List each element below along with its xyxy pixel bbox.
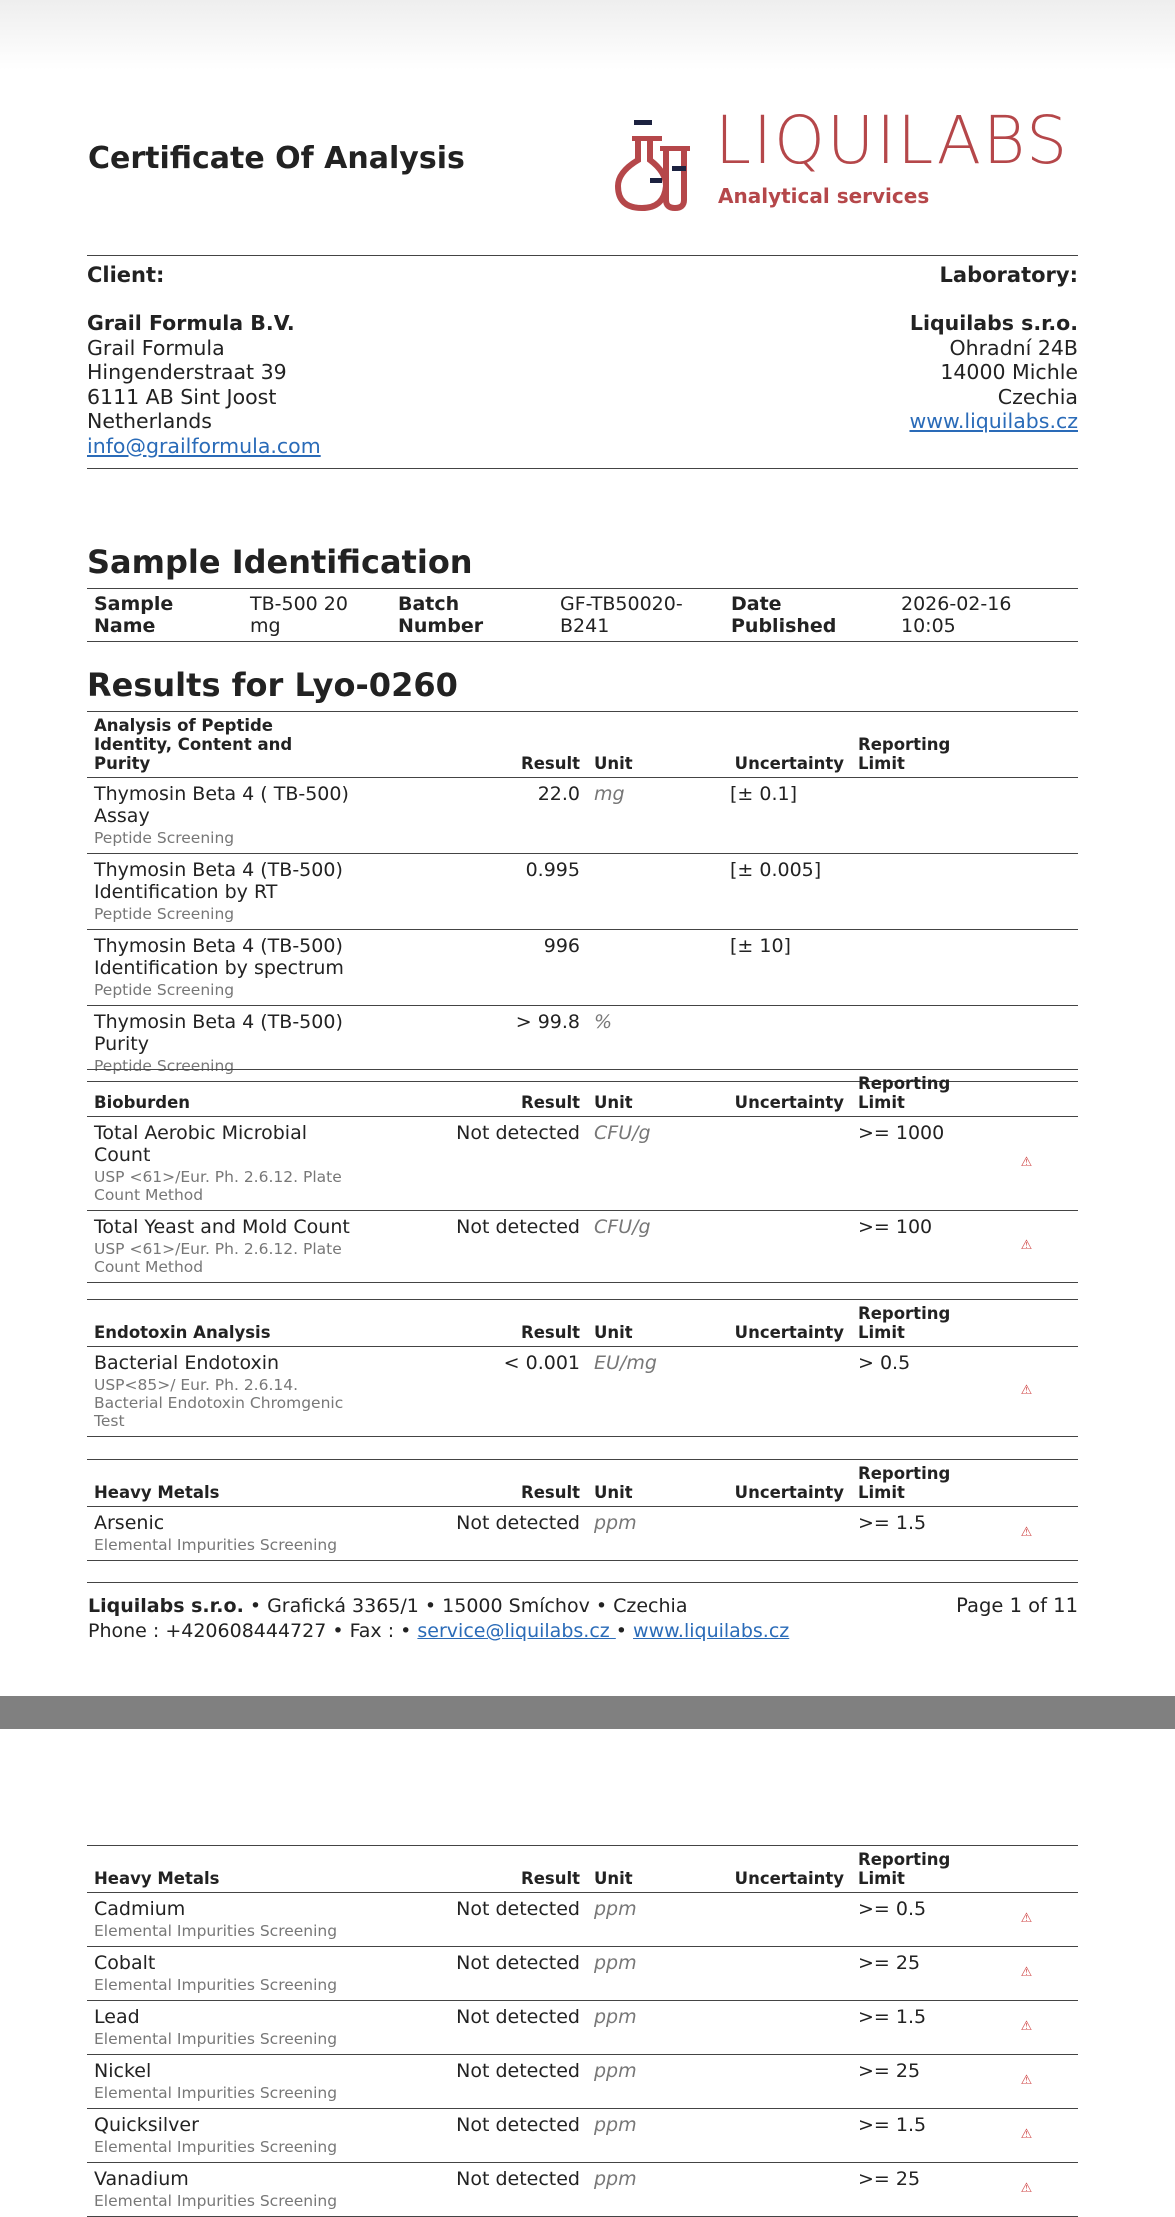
warning-header <box>975 1300 1078 1347</box>
analyte-name: Thymosin Beta 4 (TB-500) Purity <box>94 1011 343 1055</box>
results-table-heavy-metals <box>87 1459 1078 1561</box>
unit-value: % <box>587 1006 723 1082</box>
results-table-bioburden <box>87 1069 1078 1283</box>
unit-value: ppm <box>587 1893 723 1947</box>
client-line: 6111 AB Sint Joost <box>87 384 277 409</box>
unit-header: Unit <box>587 1070 723 1117</box>
result-value: Not detected <box>357 1211 587 1283</box>
table-row <box>87 1507 1078 1561</box>
uncertainty-value <box>723 1117 851 1211</box>
result-value: Not detected <box>357 2055 587 2109</box>
reporting-limit-header: Reporting Limit <box>851 1460 975 1507</box>
result-value: Not detected <box>357 1947 587 2001</box>
unit-value <box>587 930 723 1006</box>
footer-phone: Phone : +420608444727 • Fax : • <box>88 1620 418 1642</box>
analyte-cell <box>87 1893 357 1947</box>
uncertainty-header: Uncertainty <box>723 1300 851 1347</box>
unit-value: ppm <box>587 2109 723 2163</box>
unit-value: mg <box>587 778 723 854</box>
result-header: Result <box>357 1846 587 1893</box>
warning-icon: ⚠ <box>975 2109 1078 2163</box>
reporting-limit-value <box>851 778 975 854</box>
uncertainty-header: Uncertainty <box>723 1846 851 1893</box>
uncertainty-value: [± 0.005] <box>723 854 851 930</box>
sample-identification-table <box>87 588 1078 642</box>
results-table-peptide <box>87 711 1078 1082</box>
warning-icon: ⚠ <box>975 1347 1078 1437</box>
reporting-limit-value: >= 0.5 <box>851 1893 975 1947</box>
uncertainty-header: Uncertainty <box>723 712 851 778</box>
reporting-limit-header: Reporting Limit <box>851 1070 975 1117</box>
warning-icon: ⚠ <box>975 1947 1078 2001</box>
table-row <box>87 2109 1078 2163</box>
reporting-limit-value: >= 1.5 <box>851 2001 975 2055</box>
warning-icon <box>975 854 1078 930</box>
uncertainty-header: Uncertainty <box>723 1070 851 1117</box>
result-header: Result <box>357 1070 587 1117</box>
analyte-name: Lead <box>94 2006 140 2028</box>
unit-value: ppm <box>587 2055 723 2109</box>
logo-tagline: Analytical services <box>718 184 930 208</box>
analyte-cell <box>87 1947 357 2001</box>
client-label: Client: <box>87 263 165 287</box>
result-value: < 0.001 <box>357 1347 587 1437</box>
analyte-method: Peptide Screening <box>94 829 235 847</box>
table-row <box>87 1211 1078 1283</box>
analyte-method: Elemental Impurities Screening <box>94 2192 338 2210</box>
section-title: Endotoxin Analysis <box>87 1300 357 1347</box>
results-heading: Results for Lyo-0260 <box>87 666 458 704</box>
table-header-row <box>87 1070 1078 1117</box>
analyte-cell <box>87 930 357 1006</box>
results-table-endotoxin <box>87 1299 1078 1437</box>
table-header-row <box>87 1846 1078 1893</box>
warning-icon: ⚠ <box>975 1507 1078 1561</box>
table-header-row <box>87 712 1078 778</box>
result-value: 22.0 <box>357 778 587 854</box>
divider <box>87 468 1078 469</box>
table-row <box>87 1117 1078 1211</box>
reporting-limit-header: Reporting Limit <box>851 1846 975 1893</box>
analyte-name: Cadmium <box>94 1898 186 1920</box>
reporting-limit-value: > 0.5 <box>851 1347 975 1437</box>
client-line: Netherlands <box>87 409 212 433</box>
logo-wordmark: LIQUILABS <box>715 102 1070 179</box>
uncertainty-value: [± 10] <box>723 930 851 1006</box>
analyte-cell <box>87 2055 357 2109</box>
analyte-method: USP <61>/Eur. Ph. 2.6.12. Plate Count Method <box>94 1168 342 1204</box>
unit-header: Unit <box>587 1460 723 1507</box>
analyte-method: Peptide Screening <box>94 905 235 923</box>
warning-header <box>975 712 1078 778</box>
table-row <box>87 1893 1078 1947</box>
laboratory-web-link[interactable]: www.liquilabs.cz <box>909 409 1078 433</box>
warning-icon: ⚠ <box>975 2001 1078 2055</box>
laboratory-label: Laboratory: <box>939 263 1078 287</box>
uncertainty-value <box>723 2055 851 2109</box>
footer-divider <box>87 1582 1078 1583</box>
analyte-method: Peptide Screening <box>94 1057 235 1075</box>
uncertainty-value <box>723 2001 851 2055</box>
warning-icon: ⚠ <box>975 1211 1078 1283</box>
warning-icon <box>975 930 1078 1006</box>
result-value: Not detected <box>357 2109 587 2163</box>
warning-header <box>975 1070 1078 1117</box>
reporting-limit-value: >= 25 <box>851 1947 975 2001</box>
page-number: Page 1 of 11 <box>956 1594 1078 1617</box>
analyte-cell <box>87 2109 357 2163</box>
unit-value: ppm <box>587 1947 723 2001</box>
client-line: Hingenderstraat 39 <box>87 360 287 384</box>
table-row <box>87 2055 1078 2109</box>
reporting-limit-value: >= 1.5 <box>851 2109 975 2163</box>
divider <box>87 255 1078 256</box>
result-value: > 99.8 <box>357 1006 587 1082</box>
analyte-method: USP <61>/Eur. Ph. 2.6.12. Plate Count Method <box>94 1240 342 1276</box>
warning-icon: ⚠ <box>975 1117 1078 1211</box>
analyte-name: Total Aerobic Microbial Count <box>94 1122 308 1166</box>
liquilabs-logo <box>610 102 1080 218</box>
page-footer <box>88 1594 789 1644</box>
footer-separator: • <box>615 1620 634 1642</box>
result-value: 996 <box>357 930 587 1006</box>
uncertainty-value <box>723 1211 851 1283</box>
client-email-link[interactable]: info@grailformula.com <box>87 433 321 458</box>
batch-number-label: Batch Number <box>398 593 484 637</box>
footer-address: • Grafická 3365/1 • 15000 Smíchov • Czechia <box>243 1595 688 1617</box>
footer-web-link[interactable]: www.liquilabs.cz <box>633 1620 790 1642</box>
client-address <box>87 311 321 458</box>
unit-value: ppm <box>587 2001 723 2055</box>
footer-company: Liquilabs s.r.o. <box>88 1595 244 1617</box>
analyte-method: Elemental Impurities Screening <box>94 1922 338 1940</box>
analyte-name: Thymosin Beta 4 ( TB-500) Assay <box>94 783 349 827</box>
analyte-name: Nickel <box>94 2060 152 2082</box>
unit-header: Unit <box>587 712 723 778</box>
analyte-method: Peptide Screening <box>94 981 235 999</box>
analyte-name: Cobalt <box>94 1952 156 1974</box>
analyte-method: Elemental Impurities Screening <box>94 2138 338 2156</box>
result-value: 0.995 <box>357 854 587 930</box>
date-published-label: Date Published <box>731 593 837 637</box>
warning-icon <box>975 778 1078 854</box>
analyte-cell <box>87 1507 357 1561</box>
reporting-limit-header: Reporting Limit <box>851 1300 975 1347</box>
uncertainty-header: Uncertainty <box>723 1460 851 1507</box>
laboratory-line: Czechia <box>997 384 1078 409</box>
uncertainty-value: [± 0.1] <box>723 778 851 854</box>
date-published-value: 2026-02-16 10:05 <box>901 593 1012 637</box>
analyte-method: USP<85>/ Eur. Ph. 2.6.14. Bacterial Endotoxin Chromgenic Test <box>94 1376 344 1430</box>
analyte-name: Quicksilver <box>94 2114 199 2136</box>
uncertainty-value <box>723 1947 851 2001</box>
laboratory-address <box>909 311 1078 434</box>
result-header: Result <box>357 1460 587 1507</box>
table-row <box>87 1947 1078 2001</box>
laboratory-line: 14000 Michle <box>940 360 1078 384</box>
table-header-row <box>87 1460 1078 1507</box>
unit-value <box>587 854 723 930</box>
reporting-limit-value: >= 100 <box>851 1211 975 1283</box>
section-title: Heavy Metals <box>87 1846 357 1893</box>
uncertainty-value <box>723 1893 851 1947</box>
analyte-cell <box>87 1211 357 1283</box>
unit-value: ppm <box>587 1507 723 1561</box>
result-value: Not detected <box>357 2163 587 2217</box>
footer-email-link[interactable]: service@liquilabs.cz <box>417 1620 616 1642</box>
uncertainty-value <box>723 1507 851 1561</box>
section-title: Bioburden <box>87 1070 357 1117</box>
analyte-method: Elemental Impurities Screening <box>94 1536 338 1554</box>
sample-name-value: TB-500 20 mg <box>250 593 348 637</box>
warning-icon: ⚠ <box>975 1893 1078 1947</box>
analyte-name: Total Yeast and Mold Count <box>94 1216 350 1238</box>
table-row <box>87 2001 1078 2055</box>
analyte-method: Elemental Impurities Screening <box>94 2030 338 2048</box>
unit-header: Unit <box>587 1300 723 1347</box>
warning-icon: ⚠ <box>975 2163 1078 2217</box>
analyte-cell <box>87 1117 357 1211</box>
reporting-limit-value: >= 25 <box>851 2055 975 2109</box>
result-header: Result <box>357 1300 587 1347</box>
page-2 <box>0 1729 1175 2210</box>
warning-header <box>975 1846 1078 1893</box>
table-header-row <box>87 1300 1078 1347</box>
page-title: Certificate Of Analysis <box>88 141 465 176</box>
table-row <box>87 930 1078 1006</box>
batch-number-value: GF-TB50020-B241 <box>560 593 683 637</box>
analyte-cell <box>87 854 357 930</box>
reporting-limit-value: >= 25 <box>851 2163 975 2217</box>
sample-name-label: Sample Name <box>94 593 174 637</box>
table-row <box>87 2163 1078 2217</box>
result-header: Result <box>357 712 587 778</box>
uncertainty-value <box>723 2163 851 2217</box>
unit-value: ppm <box>587 2163 723 2217</box>
table-row <box>87 854 1078 930</box>
warning-header <box>975 1460 1078 1507</box>
uncertainty-value <box>723 1347 851 1437</box>
analyte-method: Elemental Impurities Screening <box>94 1976 338 1994</box>
result-value: Not detected <box>357 1117 587 1211</box>
analyte-method: Elemental Impurities Screening <box>94 2084 338 2102</box>
flask-logo-icon <box>610 116 710 216</box>
unit-value: CFU/g <box>587 1117 723 1211</box>
analyte-name: Arsenic <box>94 1512 165 1534</box>
result-value: Not detected <box>357 1893 587 1947</box>
analyte-cell <box>87 1347 357 1437</box>
result-value: Not detected <box>357 1507 587 1561</box>
analyte-name: Thymosin Beta 4 (TB-500) Identification by spectrum <box>94 935 344 979</box>
analyte-name: Bacterial Endotoxin <box>94 1352 280 1374</box>
unit-header: Unit <box>587 1846 723 1893</box>
results-table-heavy-metals-continued <box>87 1845 1078 2217</box>
section-title: Analysis of Peptide Identity, Content and Purity <box>87 712 357 778</box>
analyte-cell <box>87 2001 357 2055</box>
warning-icon: ⚠ <box>975 2055 1078 2109</box>
reporting-limit-value: >= 1000 <box>851 1117 975 1211</box>
table-row <box>87 1347 1078 1437</box>
unit-value: EU/mg <box>587 1347 723 1437</box>
analyte-cell <box>87 2163 357 2217</box>
reporting-limit-value <box>851 930 975 1006</box>
analyte-name: Vanadium <box>94 2168 189 2190</box>
sample-identification-heading: Sample Identification <box>87 543 473 581</box>
reporting-limit-header: Reporting Limit <box>851 712 975 778</box>
section-title: Heavy Metals <box>87 1460 357 1507</box>
result-value: Not detected <box>357 2001 587 2055</box>
page-separator <box>0 1696 1175 1729</box>
reporting-limit-value <box>851 854 975 930</box>
analyte-name: Thymosin Beta 4 (TB-500) Identification by RT <box>94 859 343 903</box>
client-line: Grail Formula <box>87 335 225 360</box>
laboratory-line: Ohradní 24B <box>949 335 1078 360</box>
laboratory-name: Liquilabs s.r.o. <box>909 311 1078 335</box>
table-row <box>87 778 1078 854</box>
uncertainty-value <box>723 2109 851 2163</box>
client-name: Grail Formula B.V. <box>87 311 295 335</box>
reporting-limit-value: >= 1.5 <box>851 1507 975 1561</box>
unit-value: CFU/g <box>587 1211 723 1283</box>
analyte-cell <box>87 778 357 854</box>
